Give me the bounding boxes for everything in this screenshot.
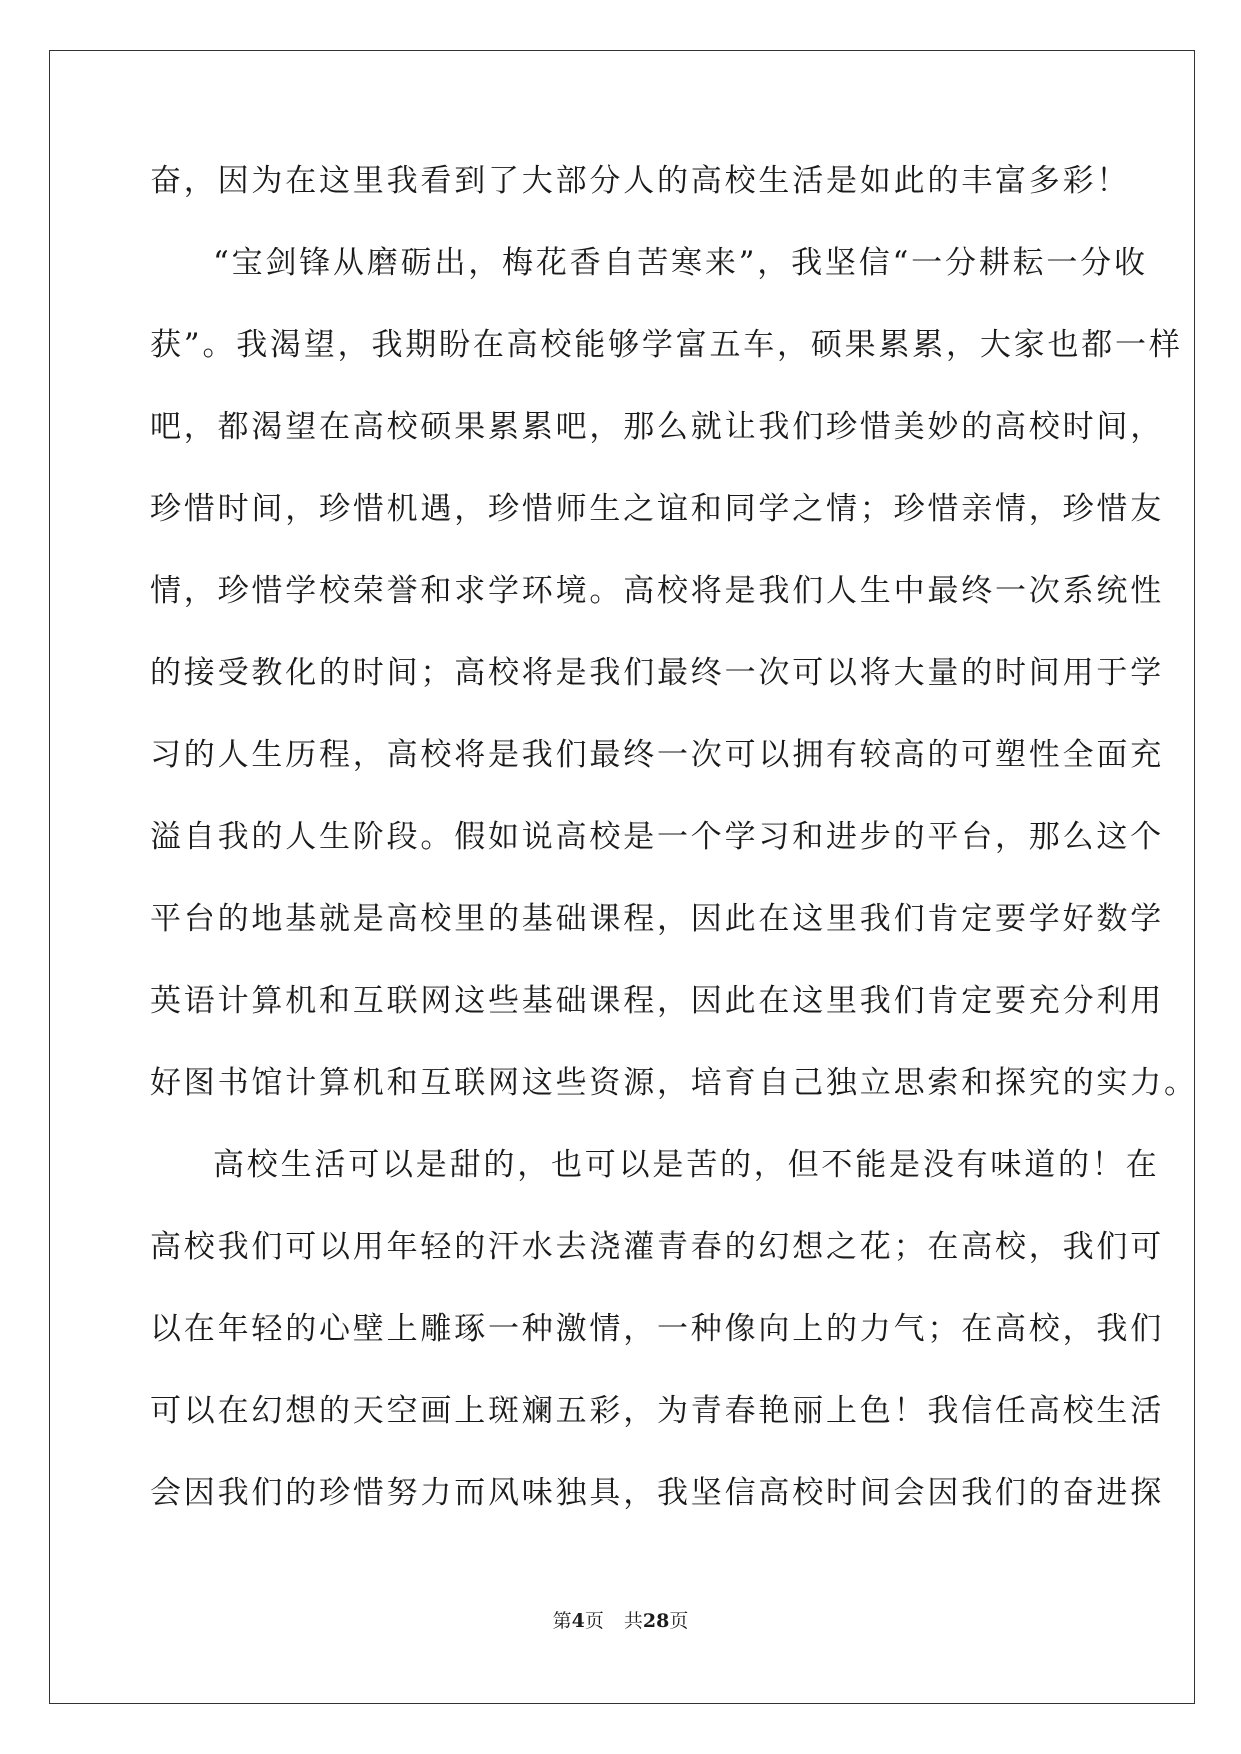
text-line: 可以在幻想的天空画上斑斓五彩，为青春艳丽上色！我信任高校生活 bbox=[150, 1393, 1164, 1429]
page-number: 4 bbox=[571, 1610, 585, 1632]
text-line: 奋，因为在这里我看到了大部分人的高校生活是如此的丰富多彩！ bbox=[150, 163, 1131, 199]
text-line: “宝剑锋从磨砺出，梅花香自苦寒来”，我坚信“一分耕耘一分收 bbox=[213, 245, 1148, 281]
text-line: 好图书馆计算机和互联网这些资源，培育自己独立思索和探究的实力。 bbox=[150, 1065, 1198, 1101]
text-line: 会因我们的珍惜努力而风味独具，我坚信高校时间会因我们的奋进探 bbox=[150, 1475, 1164, 1511]
text-line: 吧，都渴望在高校硕果累累吧，那么就让我们珍惜美妙的高校时间， bbox=[150, 409, 1164, 445]
text-line: 溢自我的人生阶段。假如说高校是一个学习和进步的平台，那么这个 bbox=[150, 819, 1164, 855]
text-line: 平台的地基就是高校里的基础课程，因此在这里我们肯定要学好数学 bbox=[150, 901, 1164, 937]
page-footer bbox=[0, 1609, 1241, 1633]
text-line: 珍惜时间，珍惜机遇，珍惜师生之谊和同学之情；珍惜亲情，珍惜友 bbox=[150, 491, 1164, 527]
total-prefix: 共 bbox=[623, 1610, 643, 1632]
text-line: 以在年轻的心壁上雕琢一种激情，一种像向上的力气；在高校，我们 bbox=[150, 1311, 1164, 1347]
text-line: 获”。我渴望，我期盼在高校能够学富五车，硕果累累，大家也都一样 bbox=[150, 327, 1183, 363]
text-line: 高校生活可以是甜的，也可以是苦的，但不能是没有味道的！在 bbox=[213, 1147, 1160, 1183]
text-line: 情，珍惜学校荣誉和求学环境。高校将是我们人生中最终一次系统性 bbox=[150, 573, 1164, 609]
text-line: 高校我们可以用年轻的汗水去浇灌青春的幻想之花；在高校，我们可 bbox=[150, 1229, 1164, 1265]
page-suffix: 页 bbox=[584, 1610, 604, 1632]
body-text bbox=[150, 161, 1198, 1555]
text-line: 习的人生历程，高校将是我们最终一次可以拥有较高的可塑性全面充 bbox=[150, 737, 1164, 773]
text-line: 英语计算机和互联网这些基础课程，因此在这里我们肯定要充分利用 bbox=[150, 983, 1164, 1019]
total-pages: 28 bbox=[642, 1610, 670, 1632]
total-suffix: 页 bbox=[669, 1610, 689, 1632]
page-prefix: 第 bbox=[552, 1610, 572, 1632]
text-line: 的接受教化的时间；高校将是我们最终一次可以将大量的时间用于学 bbox=[150, 655, 1164, 691]
